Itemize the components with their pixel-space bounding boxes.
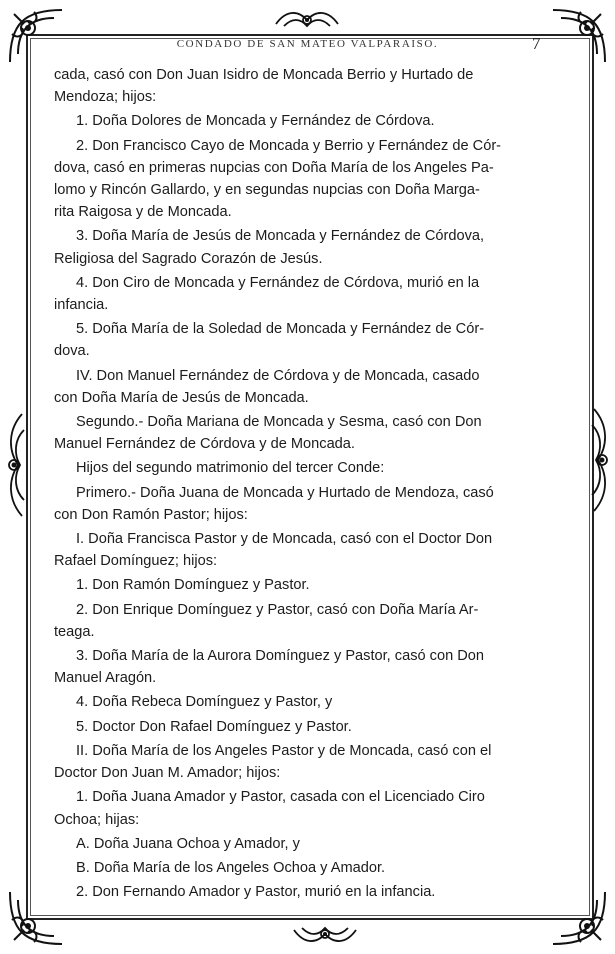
paragraph <box>54 318 566 362</box>
paragraph <box>54 110 566 132</box>
paragraph <box>54 411 566 455</box>
right-side-ornament-icon <box>588 405 614 515</box>
text-line: Doctor Don Juan M. Amador; hijos: <box>54 765 281 782</box>
top-center-ornament-icon <box>272 6 342 32</box>
text-line: 4. Doña Rebeca Domínguez y Pastor, y <box>76 694 333 711</box>
running-title: CONDADO DE SAN MATEO VALPARAISO. <box>176 38 439 50</box>
text-line: Primero.- Doña Juana de Moncada y Hurtado de Mendoza, casó <box>76 484 494 501</box>
text-line: 2. Don Enrique Domínguez y Pastor, casó con Doña María Ar- <box>76 601 479 618</box>
text-line: Segundo.- Doña Mariana de Moncada y Sesma, casó con Don <box>76 414 482 431</box>
text-line: Religiosa del Sagrado Corazón de Jesús. <box>54 250 323 267</box>
text-line: 4. Don Ciro de Moncada y Fernández de Córdova, murió en la <box>76 274 480 291</box>
text-line: rita Raigosa y de Moncada. <box>54 204 232 221</box>
paragraph <box>54 365 566 409</box>
text-line: infancia. <box>54 297 109 314</box>
text-line: teaga. <box>54 623 95 640</box>
text-line: 3. Doña María de Jesús de Moncada y Fernández de Córdova, <box>76 228 485 245</box>
paragraph <box>54 833 566 855</box>
paragraph <box>54 135 566 224</box>
text-line: dova, casó en primeras nupcias con Doña María de los Angeles Pa- <box>54 159 494 176</box>
text-line: Rafael Domínguez; hijos: <box>54 553 218 570</box>
text-line: 2. Don Francisco Cayo de Moncada y Berrio y Fernández de Cór- <box>76 137 502 154</box>
text-line: B. Doña María de los Angeles Ochoa y Amador. <box>76 859 386 876</box>
text-line: con Doña María de Jesús de Moncada. <box>54 389 309 406</box>
paragraph <box>54 740 566 784</box>
text-line: Mendoza; hijos: <box>54 89 157 106</box>
paragraph <box>54 64 566 108</box>
text-line: 1. Doña Juana Amador y Pastor, casada con el Licenciado Ciro <box>76 789 485 806</box>
paragraph <box>54 482 566 526</box>
paragraph <box>54 457 566 479</box>
text-line: 1. Doña Dolores de Moncada y Fernández de Córdova. <box>76 113 435 130</box>
text-line: con Don Ramón Pastor; hijos: <box>54 506 248 523</box>
text-line: IV. Don Manuel Fernández de Córdova y de Moncada, casado <box>76 367 480 384</box>
text-line: Ochoa; hijas: <box>54 811 140 828</box>
left-side-ornament-icon <box>2 410 28 520</box>
text-line: 2. Don Fernando Amador y Pastor, murió en la infancia. <box>76 884 436 901</box>
paragraph <box>54 857 566 879</box>
text-line: 3. Doña María de la Aurora Domínguez y Pastor, casó con Don <box>76 648 485 665</box>
corner-ornament-top-right-icon <box>547 4 611 68</box>
text-line: 5. Doña María de la Soledad de Moncada y Fernández de Cór- <box>76 321 485 338</box>
text-line: Manuel Aragón. <box>54 670 157 687</box>
bottom-center-ornament-icon <box>290 922 360 948</box>
text-line: Manuel Fernández de Córdova y de Moncada. <box>54 436 355 453</box>
paragraph <box>54 225 566 269</box>
text-line: Hijos del segundo matrimonio del tercer Conde: <box>76 460 385 477</box>
text-line: 5. Doctor Don Rafael Domínguez y Pastor. <box>76 718 352 735</box>
paragraph <box>54 691 566 713</box>
text-line: dova. <box>54 343 90 360</box>
text-line: I. Doña Francisca Pastor y de Moncada, casó con el Doctor Don <box>76 531 493 548</box>
paragraph <box>54 528 566 572</box>
paragraph <box>54 645 566 689</box>
paragraph <box>54 599 566 643</box>
text-line: lomo y Rincón Gallardo, y en segundas nupcias con Doña Marga- <box>54 182 480 199</box>
paragraph <box>54 272 566 316</box>
text-line: II. Doña María de los Angeles Pastor y de Moncada, casó con el <box>76 742 492 759</box>
paragraph <box>54 716 566 738</box>
paragraph <box>54 786 566 830</box>
paragraph <box>54 574 566 596</box>
page-number: 7 <box>532 34 541 53</box>
corner-ornament-top-left-icon <box>4 4 68 68</box>
text-line: A. Doña Juana Ochoa y Amador, y <box>76 835 300 852</box>
body-text <box>54 64 566 905</box>
text-line: cada, casó con Don Juan Isidro de Moncada Berrio y Hurtado de <box>54 67 474 83</box>
text-line: 1. Don Ramón Domínguez y Pastor. <box>76 577 310 594</box>
paragraph <box>54 881 566 903</box>
